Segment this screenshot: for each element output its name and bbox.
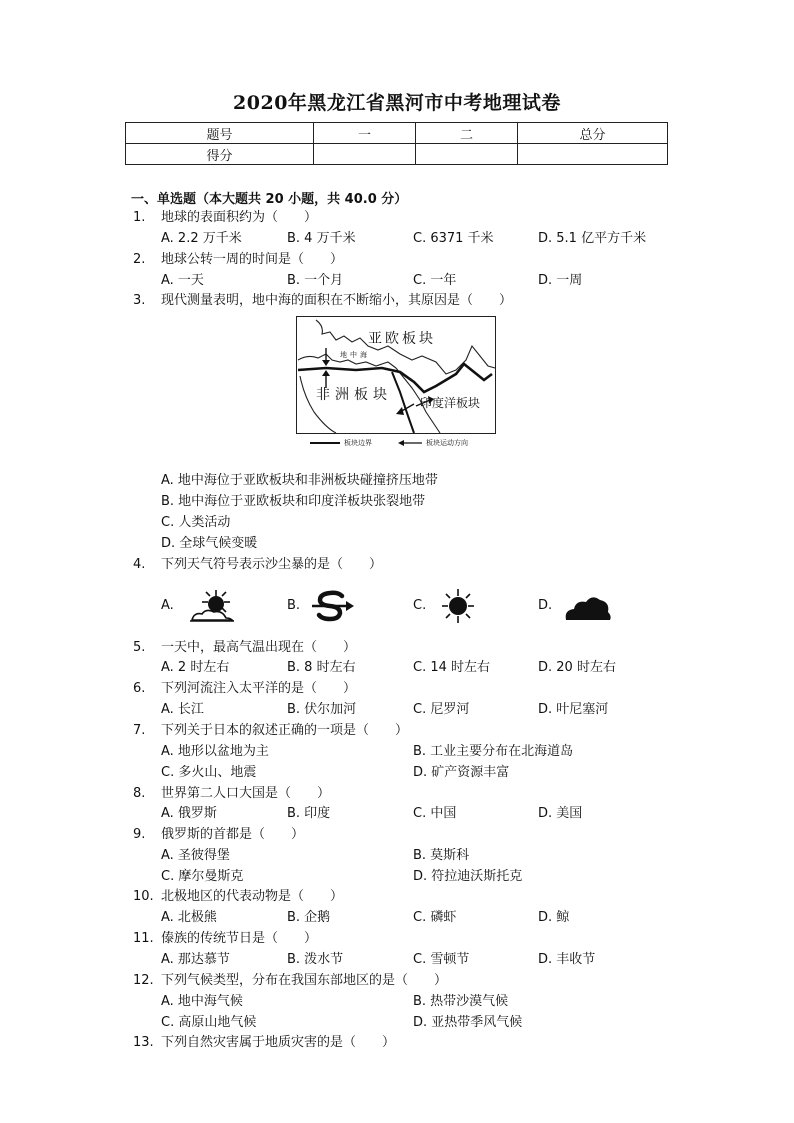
score-header-cell: 题号: [126, 123, 314, 144]
option-b[interactable]: B.: [287, 598, 301, 613]
score-header-cell: 一: [314, 123, 416, 144]
sun-behind-cloud-icon[interactable]: [186, 588, 236, 624]
option-a[interactable]: A. 圣彼得堡: [161, 848, 230, 863]
question-number: 13.: [133, 1035, 154, 1050]
question-4: [133, 556, 382, 574]
question-number: 9.: [133, 827, 146, 842]
score-header-cell: 总分: [518, 123, 668, 144]
question-text: 北极地区的代表动物是（ ）: [161, 889, 344, 904]
option-d[interactable]: D.: [538, 598, 553, 613]
question-7: [133, 722, 408, 740]
question-11: [133, 930, 317, 948]
option-d[interactable]: D. 亚热带季风气候: [413, 1015, 523, 1030]
score-table: [125, 122, 668, 165]
question-number: 12.: [133, 973, 154, 988]
map-label-indian-ocean: 印度洋板块: [420, 396, 481, 410]
option-c[interactable]: C. 14 时左右: [413, 660, 491, 675]
option-c[interactable]: C. 一年: [413, 273, 457, 288]
question-number: 5.: [133, 640, 146, 655]
option-b[interactable]: B. 地中海位于亚欧板块和印度洋板块张裂地带: [161, 494, 426, 509]
question-text: 一天中，最高气温出现在（ ）: [161, 640, 357, 655]
option-a[interactable]: A. 2 时左右: [161, 660, 230, 675]
question-12: [133, 972, 447, 990]
option-a[interactable]: A.: [161, 598, 174, 613]
option-b[interactable]: B. 企鹅: [287, 910, 331, 925]
question-13: [133, 1034, 395, 1052]
option-b[interactable]: B. 4 万千米: [287, 231, 356, 246]
page-title: 2020年黑龙江省黑河市中考地理试卷: [233, 92, 561, 114]
option-d[interactable]: D. 矿产资源丰富: [413, 765, 510, 780]
question-number: 3.: [133, 293, 146, 308]
question-text: 现代测量表明，地中海的面积在不断缩小，其原因是（ ）: [161, 293, 513, 308]
option-c[interactable]: C. 人类活动: [161, 515, 231, 530]
score-cell[interactable]: [416, 144, 518, 165]
option-a[interactable]: A. 2.2 万千米: [161, 231, 242, 246]
plate-map-figure: [296, 316, 496, 452]
question-number: 6.: [133, 681, 146, 696]
map-legend-boundary: 板块边界: [344, 439, 372, 447]
question-5: [133, 639, 356, 657]
option-a[interactable]: A. 北极熊: [161, 910, 217, 925]
option-c[interactable]: C.: [413, 598, 427, 613]
option-b[interactable]: B. 热带沙漠气候: [413, 994, 509, 1009]
question-6: [133, 680, 356, 698]
sun-icon[interactable]: [434, 588, 484, 624]
question-text: 傣族的传统节日是（ ）: [161, 931, 318, 946]
question-text: 下列气候类型，分布在我国东部地区的是（ ）: [161, 973, 448, 988]
option-a[interactable]: A. 地形以盆地为主: [161, 744, 269, 759]
option-c[interactable]: C. 6371 千米: [413, 231, 494, 246]
option-b[interactable]: B. 莫斯科: [413, 848, 470, 863]
question-text: 下列关于日本的叙述正确的一项是（ ）: [161, 723, 409, 738]
option-a[interactable]: A. 俄罗斯: [161, 806, 217, 821]
question-text: 下列天气符号表示沙尘暴的是（ ）: [161, 557, 383, 572]
option-c[interactable]: C. 尼罗河: [413, 702, 470, 717]
question-number: 2.: [133, 252, 146, 267]
option-a[interactable]: A. 一天: [161, 273, 204, 288]
option-d[interactable]: D. 符拉迪沃斯托克: [413, 869, 523, 884]
question-text: 地球的表面积约为（ ）: [161, 210, 318, 225]
cloud-icon[interactable]: [562, 588, 612, 624]
option-c[interactable]: C. 雪顿节: [413, 952, 470, 967]
question-number: 11.: [133, 931, 154, 946]
question-text: 下列自然灾害属于地质灾害的是（ ）: [161, 1035, 396, 1050]
question-text: 俄罗斯的首都是（ ）: [161, 827, 305, 842]
question-number: 1.: [133, 210, 146, 225]
option-d[interactable]: D. 一周: [538, 273, 583, 288]
question-text: 地球公转一周的时间是（ ）: [161, 252, 344, 267]
question-number: 7.: [133, 723, 146, 738]
map-legend-motion: 板块运动方向: [426, 439, 468, 447]
sandstorm-icon[interactable]: [308, 588, 358, 624]
option-a[interactable]: A. 那达慕节: [161, 952, 230, 967]
section-header: 一、单选题（本大题共 20 小题，共 40.0 分）: [131, 192, 408, 207]
option-c[interactable]: C. 高原山地气候: [161, 1015, 257, 1030]
option-d[interactable]: D. 丰收节: [538, 952, 596, 967]
option-c[interactable]: C. 磷虾: [413, 910, 457, 925]
score-header-cell: 二: [416, 123, 518, 144]
option-a[interactable]: A. 地中海位于亚欧板块和非洲板块碰撞挤压地带: [161, 473, 438, 488]
option-b[interactable]: B. 一个月: [287, 273, 344, 288]
option-a[interactable]: A. 长江: [161, 702, 204, 717]
score-cell[interactable]: [314, 144, 416, 165]
option-b[interactable]: B. 伏尔加河: [287, 702, 357, 717]
option-d[interactable]: D. 全球气候变暖: [161, 536, 258, 551]
option-c[interactable]: C. 中国: [413, 806, 457, 821]
question-3: [133, 292, 512, 310]
option-b[interactable]: B. 印度: [287, 806, 331, 821]
question-number: 8.: [133, 786, 146, 801]
question-9: [133, 826, 304, 844]
option-d[interactable]: D. 5.1 亿平方千米: [538, 231, 647, 246]
option-d[interactable]: D. 美国: [538, 806, 583, 821]
question-text: 世界第二人口大国是（ ）: [161, 786, 331, 801]
map-label-eurasia: 亚欧板块: [368, 331, 436, 347]
option-c[interactable]: C. 多火山、地震: [161, 765, 257, 780]
option-b[interactable]: B. 工业主要分布在北海道岛: [413, 744, 574, 759]
option-c[interactable]: C. 摩尔曼斯克: [161, 869, 244, 884]
question-number: 10.: [133, 889, 154, 904]
question-8: [133, 785, 330, 803]
question-number: 4.: [133, 557, 146, 572]
question-2: [133, 251, 343, 269]
question-text: 下列河流注入太平洋的是（ ）: [161, 681, 357, 696]
option-b[interactable]: B. 8 时左右: [287, 660, 356, 675]
score-row-label: 得分: [126, 144, 314, 165]
score-cell[interactable]: [518, 144, 668, 165]
option-d[interactable]: D. 鲸: [538, 910, 570, 925]
question-10: [133, 888, 343, 906]
option-a[interactable]: A. 地中海气候: [161, 994, 243, 1009]
option-d[interactable]: D. 叶尼塞河: [538, 702, 609, 717]
map-label-mediterranean: 地中海: [340, 351, 370, 359]
option-b[interactable]: B. 泼水节: [287, 952, 344, 967]
map-label-africa: 非洲板块: [316, 387, 392, 403]
question-1: [133, 209, 317, 227]
option-d[interactable]: D. 20 时左右: [538, 660, 616, 675]
